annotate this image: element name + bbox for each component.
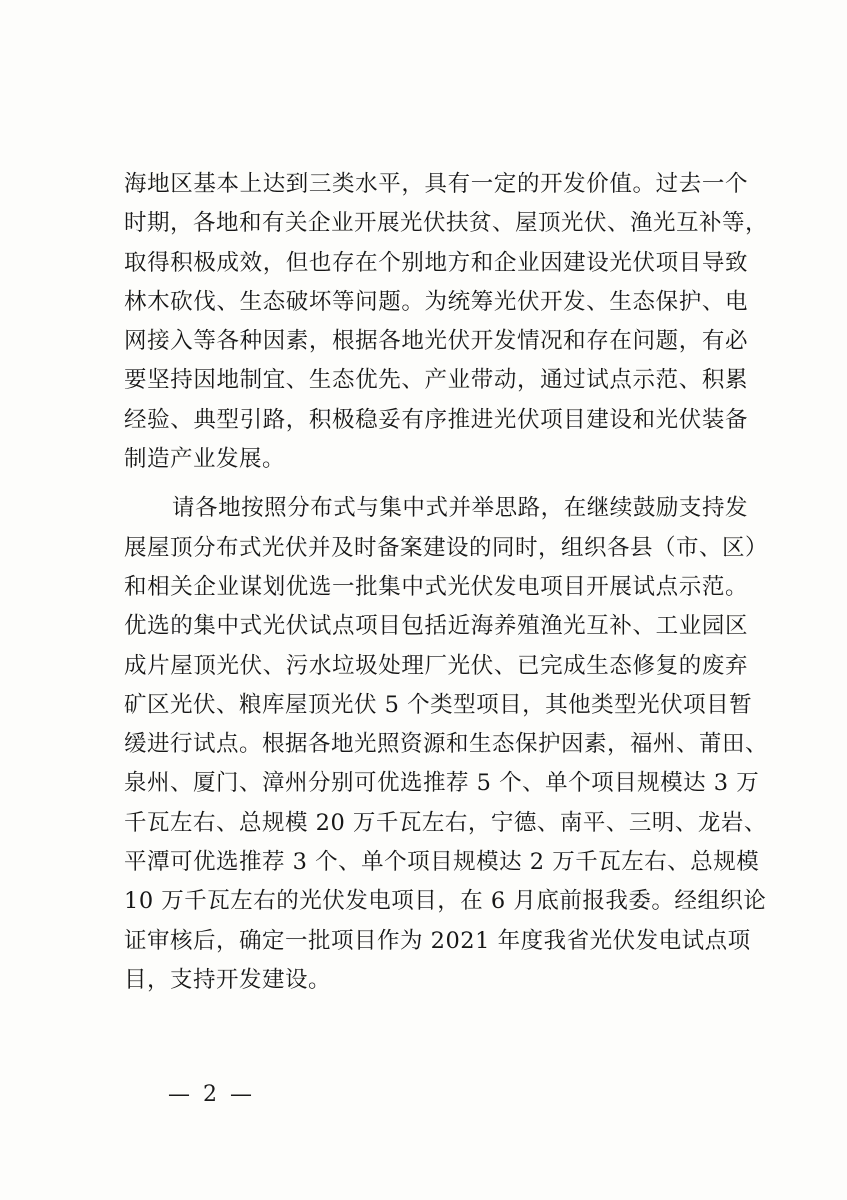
text-line: 10 万千瓦左右的光伏发电项目，在 6 月底前报我委。经组织论: [124, 888, 767, 915]
paragraph-1: [124, 165, 769, 479]
text-line: 林木砍伐、生态破坏等问题。为统筹光伏开发、生态保护、电: [124, 288, 748, 315]
text-line: 展屋顶分布式光伏并及时备案建设的同时，组织各县（市、区）: [124, 534, 769, 561]
text-line: 时期，各地和有关企业开展光伏扶贫、屋顶光伏、渔光互补等，: [124, 210, 769, 237]
body-text: [124, 165, 769, 1000]
paragraph-2: [124, 489, 769, 1000]
text-line: 目，支持开发建设。: [124, 966, 332, 993]
text-line: 要坚持因地制宜、生态优先、产业带动，通过试点示范、积累: [124, 367, 748, 394]
text-line: 缓进行试点。根据各地光照资源和生态保护因素，福州、莆田、: [124, 731, 769, 758]
text-line: 平潭可优选推荐 3 个、单个项目规模达 2 万千瓦左右、总规模: [124, 849, 760, 876]
text-line: 网接入等各种因素，根据各地光伏开发情况和存在问题，有必: [124, 328, 748, 355]
text-line: 证审核后，确定一批项目作为 2021 年度我省光伏发电试点项: [124, 927, 751, 954]
text-line: 取得积极成效，但也存在个别地方和企业因建设光伏项目导致: [124, 249, 748, 276]
text-line: 矿区光伏、粮库屋顶光伏 5 个类型项目，其他类型光伏项目暂: [124, 691, 753, 718]
text-line: 优选的集中式光伏试点项目包括近海养殖渔光互补、工业园区: [124, 613, 748, 640]
text-line: 海地区基本上达到三类水平，具有一定的开发价值。过去一个: [124, 171, 748, 197]
text-line: 和相关企业谋划优选一批集中式光伏发电项目开展试点示范。: [124, 573, 748, 600]
text-line: 制造产业发展。: [124, 446, 286, 473]
text-line: 经验、典型引路，积极稳妥有序推进光伏项目建设和光伏装备: [124, 406, 748, 433]
text-line: 千瓦左右、总规模 20 万千瓦左右，宁德、南平、三明、龙岩、: [124, 809, 767, 836]
text-line: 泉州、厦门、漳州分别可优选推荐 5 个、单个项目规模达 3 万: [124, 770, 760, 797]
paragraph-gap: [124, 479, 748, 489]
text-line: 请各地按照分布式与集中式并举思路，在继续鼓励支持发: [172, 495, 748, 522]
page-number: — 2 —: [168, 1082, 255, 1107]
text-line: 成片屋顶光伏、污水垃圾处理厂光伏、已完成生态修复的废弃: [124, 652, 748, 679]
